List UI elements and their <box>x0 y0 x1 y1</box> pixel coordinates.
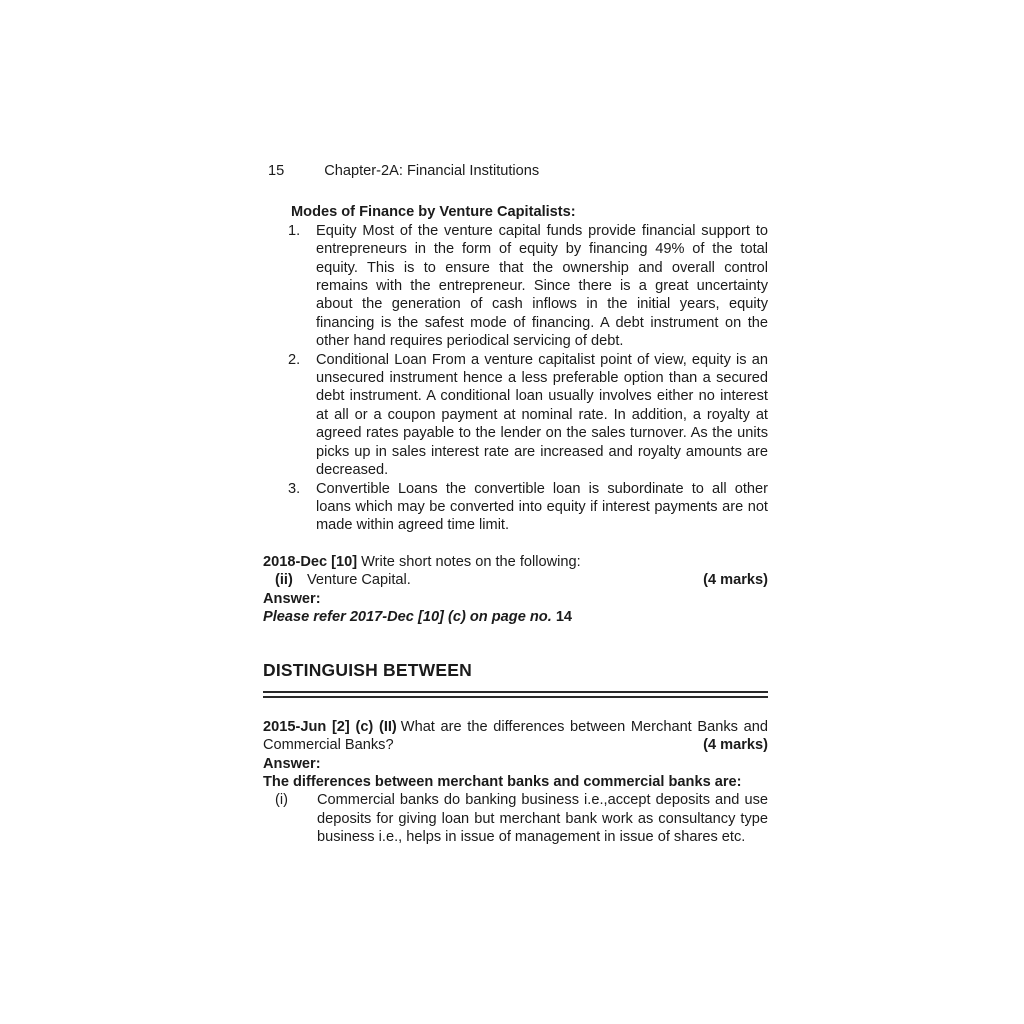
chapter-title: Chapter-2A: Financial Institutions <box>324 163 540 179</box>
list-item <box>263 791 768 846</box>
list-item-text: Equity Most of the venture capital funds provide financial support to entrepreneurs in the form of equity by financing 49% of the total equity. This is to ensure that the ownership and overall control remains with the entrepreneur. Since there is a great uncertainty about the generation of cash inflows in the initial years, equity financing is the safest mode of financing. A debt instrument on the other hand requires periodical servicing of debt. <box>316 222 768 350</box>
modes-heading: Modes of Finance by Venture Capitalists: <box>291 204 576 221</box>
answer-label: Answer: <box>263 590 321 607</box>
question-line <box>263 553 768 571</box>
modes-list <box>263 222 768 535</box>
section-heading-distinguish: DISTINGUISH BETWEEN <box>263 660 472 681</box>
question-text: What are the differences between Merchant Banks and Commercial Banks? <box>263 718 768 754</box>
list-item <box>263 351 768 480</box>
subitem-label: (ii) <box>275 572 293 589</box>
answer-list <box>263 791 768 846</box>
section-divider <box>263 691 768 698</box>
answer-label: Answer: <box>263 755 321 772</box>
list-item-text: Conditional Loan From a venture capitalist point of view, equity is an unsecured instrument hence a less preferable option than a secured debt instrument. A conditional loan usually involves either no interest at all or a coupon payment at nominal rate. In addition, a royalty at agreed rates payable to the lender on the sales turnover. As the units picks up in sales interest rate are increased and royalty amounts are decreased. <box>316 351 768 479</box>
question-ref: 2015-Jun [2] (c) (II) <box>263 718 397 735</box>
page-number: 15 <box>268 163 285 179</box>
question-text: Write short notes on the following: <box>361 553 581 570</box>
list-item-text: Convertible Loans the convertible loan is subordinate to all other loans which may be converted into equity if interest payments are not made within agreed time limit. <box>316 480 768 534</box>
list-item-number: 1. <box>288 222 301 239</box>
list-item-number: 3. <box>288 480 301 497</box>
marks-badge: (4 marks) <box>703 572 768 589</box>
answer-heading: The differences between merchant banks and commercial banks are: <box>263 773 742 790</box>
list-item-number: 2. <box>288 351 301 368</box>
question-ref: 2018-Dec [10] <box>263 553 358 570</box>
list-item <box>263 480 768 535</box>
list-item-text: Commercial banks do banking business i.e.,accept deposits and use deposits for giving loan but merchant bank work as consultancy type business i.e., helps in issue of management in issue of shares etc. <box>317 792 768 846</box>
question-line <box>263 718 768 755</box>
marks-badge: (4 marks) <box>695 736 768 754</box>
question-2018-dec <box>263 553 768 627</box>
page-header <box>263 162 768 180</box>
list-item <box>263 222 768 351</box>
question-subitem <box>263 571 768 589</box>
subitem-text: Venture Capital. <box>307 572 411 589</box>
list-item-number: (i) <box>275 792 288 809</box>
answer-reference-line <box>263 608 768 626</box>
page-content <box>263 162 768 847</box>
question-2015-jun <box>263 718 768 847</box>
answer-reference-page: 14 <box>555 608 573 625</box>
answer-reference: Please refer 2017-Dec [10] (c) on page no. <box>263 608 552 625</box>
